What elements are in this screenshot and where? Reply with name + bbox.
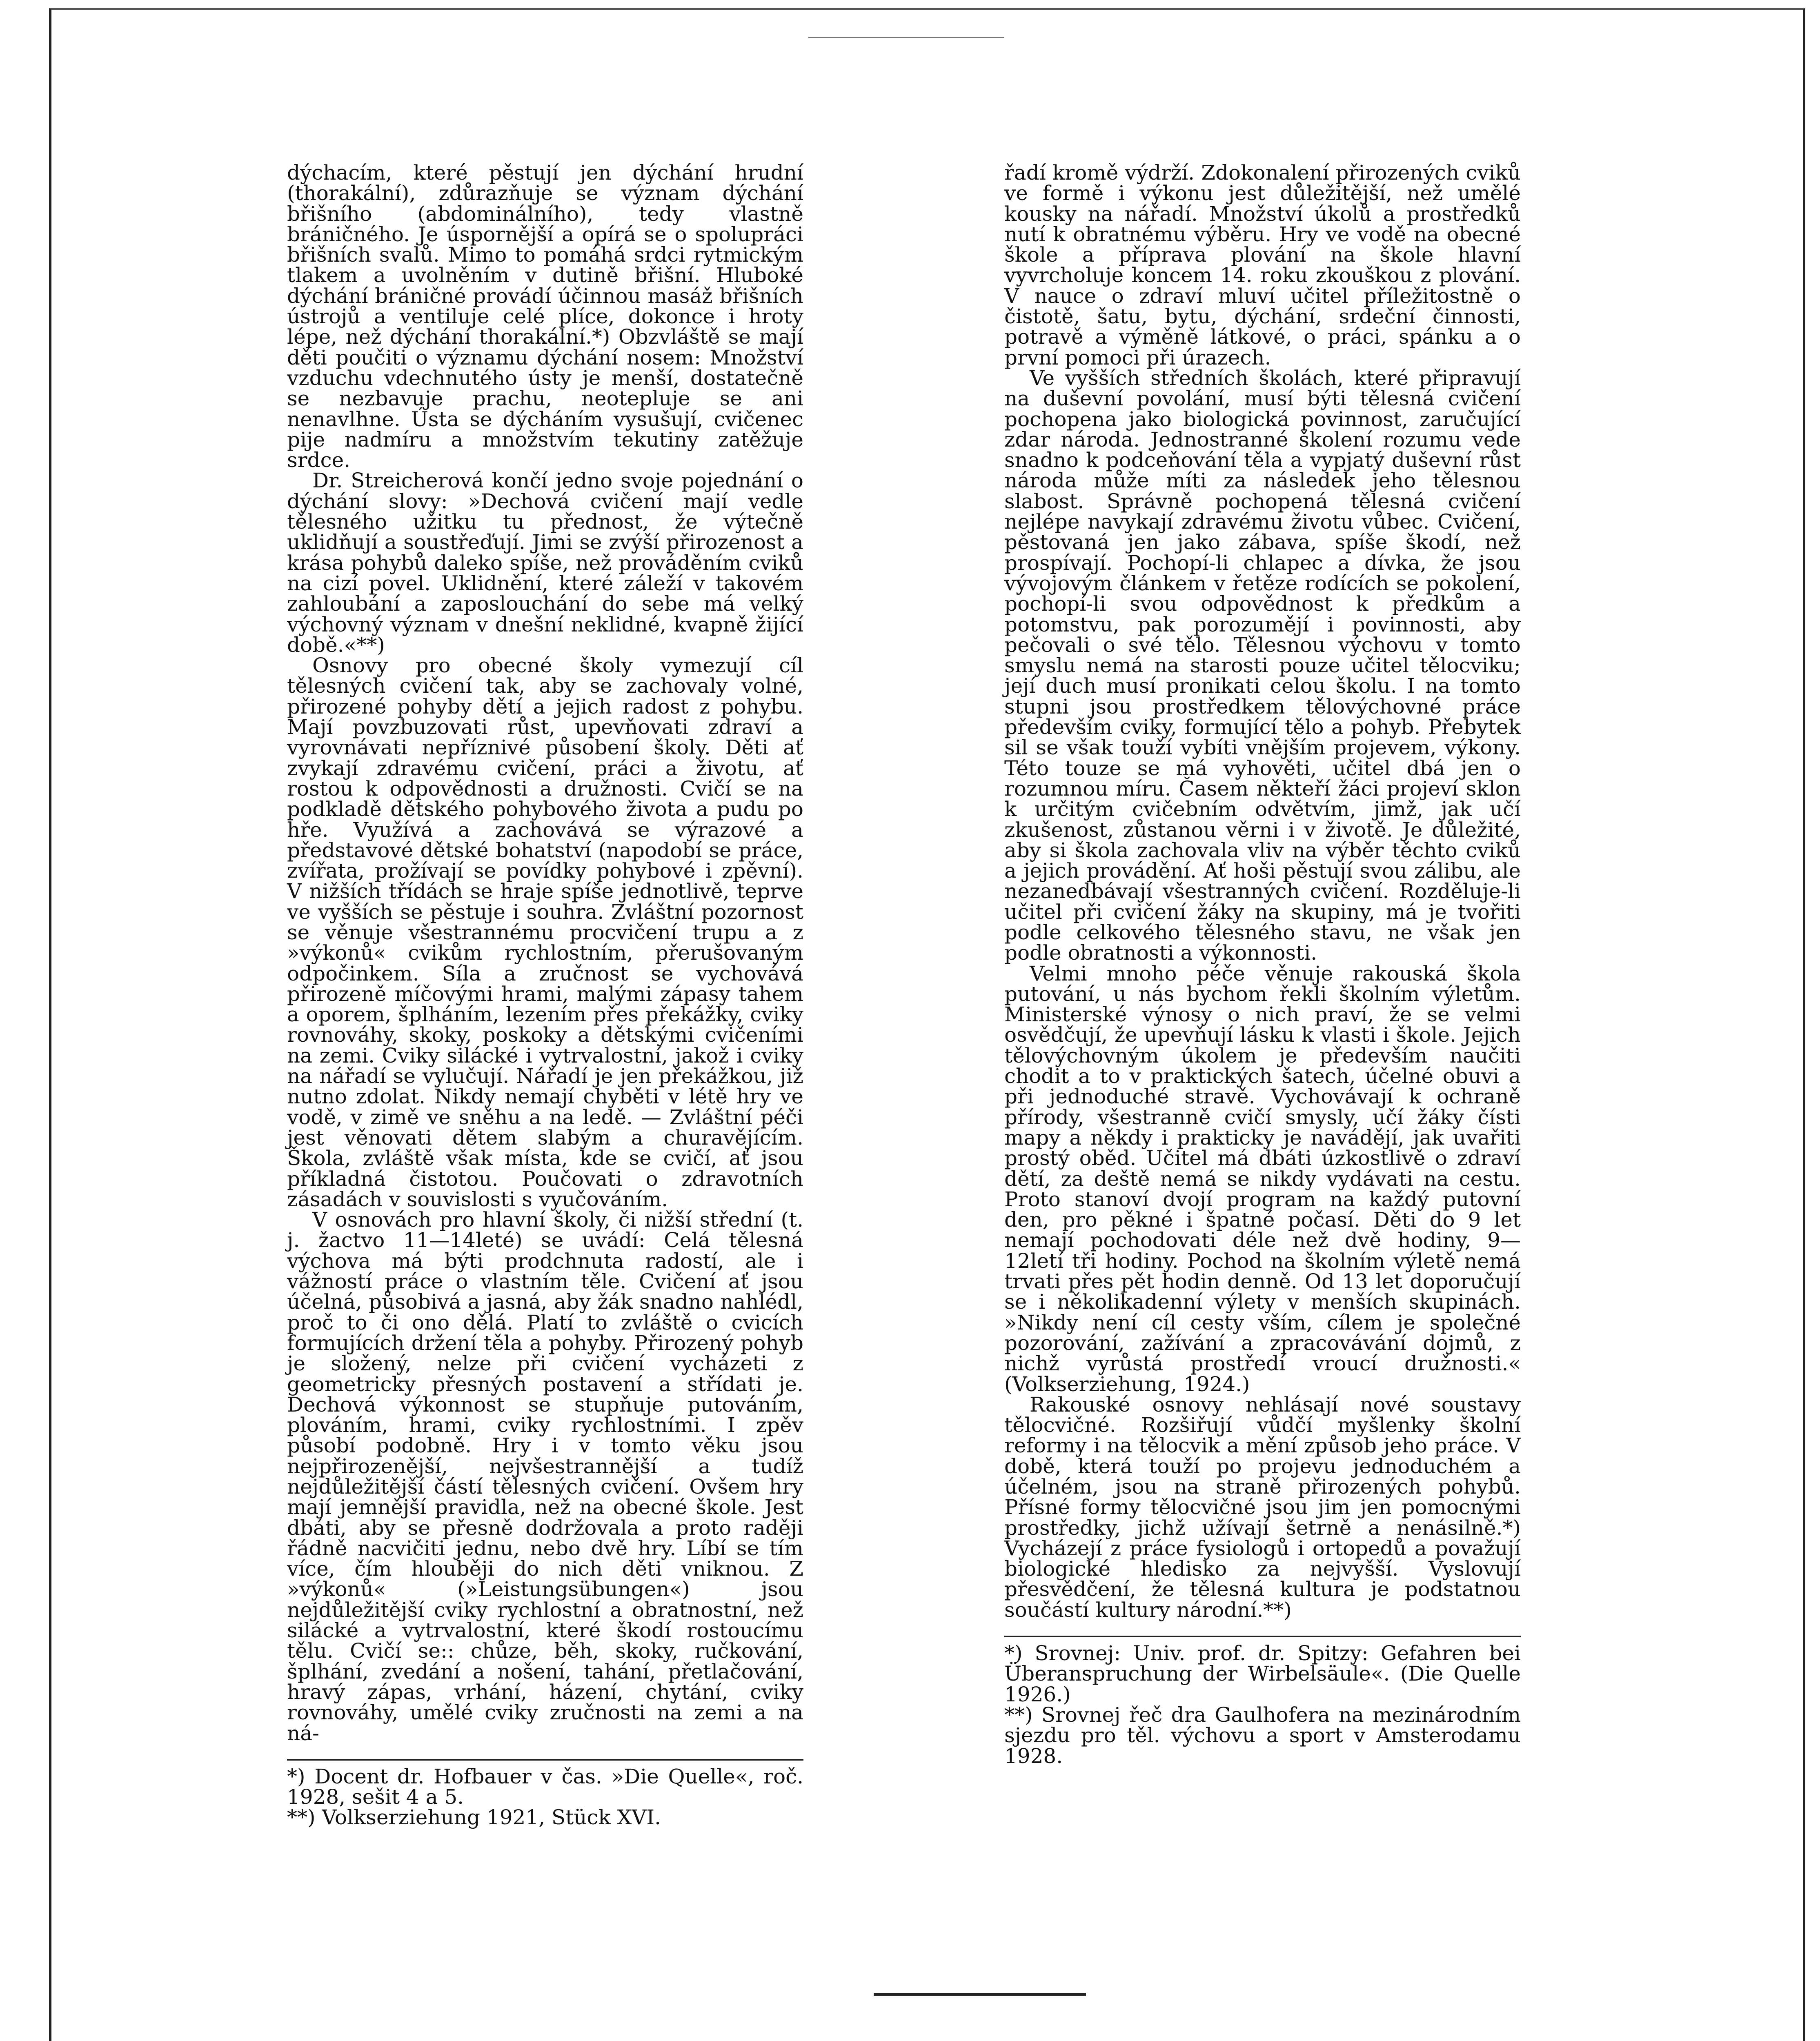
right-paragraph-3: Velmi mnoho péče věnuje rakouská škola putování, u nás bychom řekli školním výletům. Ministerské výnosy o nich praví, že se velmi osvědčují, že upevňují lásku k vlasti i škole. Jejich tělovýchovným úkolem je především naučiti chodit a to v praktických šatech, účelné obuvi a při jednoduché stravě. Vychovávají k ochraně přírody, všestranně cvičí smysly, učí žáky čísti mapy a někdy i prakticky je navádějí, jak uvařiti prostý oběd. Učitel má dbáti úzkostlivě o zdraví dětí, za deště nemá se nikdy vydávati na cestu. Proto stanoví dvojí program na každý putovní den, pro pěkné i špatné počasí. Děti do 9 let nemají pochodovati déle než dvě hodiny, 9—12letí tři hodiny. Pochod na školním výletě nemá trvati přes pět hodin denně. Od 13 let doporučují se i několikadenní výlety v menších skupinách. »Nikdy není cíl cesty vším, cílem je společné pozorování, zažívání a zpracovávání dojmů, z nichž vyrůstá prostředí vroucí družnosti.« (Volkserziehung, 1924.) xyxy=(1004,961,1521,1396)
top-scan-mark xyxy=(808,8,1004,38)
right-paragraph-2: Ve vyšších středních školách, které připravují na duševní povolání, musí býti tělesná cvičení pochopena jako biologická povinnost, zaručující zdar národa. Jednostranné školení rozumu vede snadno k podceňování těla a vypjatý duševní růst národa může míti za následek jeho tělesnou slabost. Správně pochopená tělesná cvičení nejlépe navykají zdravému životu vůbec. Cvičení, pěstovaná jen jako zábava, spíše škodí, než prospívají. Pochopí-li chlapec a dívka, že jsou vývojovým článkem v řetěze rodících se pokolení, pochopí-li svou odpovědnost k předkům a potomstvu, pak porozumějí i povinnosti, aby pečovali o své tělo. Tělesnou výchovu v tomto smyslu nemá na starosti pouze učitel tělocviku; její duch musí pronikati celou školu. I na tomto stupni jsou prostředkem tělovýchovné práce především cviky, formující tělo a pohyb. Přebytek sil se však touží vybíti vnějším projevem, výkony. Této touze se má vyhověti, učitel dbá jen o rozumnou míru. Časem někteří žáci projeví sklon k určitým cvičebním odvětvím, jimž, jak učí zkušenost, zůstanou věrni i v životě. Je důležité, aby si škola zachovala vliv na výběr těchto cviků a jejich provádění. Ať hoši pěstují svou zálibu, ale nezanedbávají všestranných cvičení. Rozděluje-li učitel při cvičení žáky na skupiny, má je tvořiti podle celkového tělesného stavu, ne však jen podle obratnosti a výkonnosti. xyxy=(1004,366,1521,965)
right-paragraph-4: Rakouské osnovy nehlásají nové soustavy tělocvičné. Rozšiřují vůdčí myšlenky školní reformy i na tělocvik a mění způsob jeho práce. V době, která touží po projevu jednoduchém a účelném, jsou na straně přirozených pohybů. Přísné formy tělocvičné jsou jim jen pomocnými prostředky, jichž užívají šetrně a nenásilně.*) Vycházejí z práce fysiologů i ortopedů a považují biologické hledisko za nejvyšší. Vyslovují přesvědčení, že tělesná kultura je podstatnou součástí kultury národní.**) xyxy=(1004,1392,1521,1622)
left-paragraph-2: Dr. Streicherová končí jedno svoje pojednání o dýchání slovy: »Dechová cvičení mají vedle tělesného užitku tu přednost, že výtečně uklidňují a soustřeďují. Jimi se zvýší přirozenost a krása pohybů daleko spíše, než prováděním cviků na cizí povel. Uklidnění, které záleží v takovém zahloubání a zaposlouchání do sebe má velký výchovný význam v dnešní neklidné, kvapně žijící době.«**) xyxy=(287,469,803,657)
left-footnote-rule xyxy=(287,1759,803,1761)
left-paragraph-4: V osnovách pro hlavní školy, či nižší střední (t. j. žactvo 11—14leté) se uvádí: Celá tělesná výchova má býti prodchnuta radostí, ale i vážností práce o vlastním těle. Cvičení ať jsou účelná, působivá a jasná, aby žák snadno nahlédl, proč to či ono dělá. Platí to zvláště o cvicích formujících držení těla a pohyby. Přirozený pohyb je složený, nelze při cvičení vycházeti z geometricky přesných postavení a střídati je. Dechová výkonnost se stupňuje putováním, plováním, hrami, cviky rychlostními. I zpěv působí podobně. Hry i v tomto věku jsou nejpřirozenější, nejvšestrannější a tudíž nejdůležitější částí tělesných cvičení. Ovšem hry mají jemnější pravidla, než na obecné škole. Jest dbáti, aby se přesně dodržovala a proto raději řádně nacvičiti jednu, nebo dvě hry. Líbí se tím více, čím hlouběji do nich děti vniknou. Z »výkonů« (»Leistungsübungen«) jsou nejdůležitější cviky rychlostní a obratnostní, než silácké a vytrvalostní, které škodí rostoucímu tělu. Cvičí se:: chůze, běh, skoky, ručkování, šplhání, zvedání a nošení, tahání, přetlačování, hravý zápas, vrhání, házení, chytání, cviky rovnováhy, umělé cviky zručnosti na zemi a na ná- xyxy=(287,1208,803,1745)
right-footnote-rule xyxy=(1004,1636,1521,1637)
left-footnote-1: *) Docent dr. Hofbauer v čas. »Die Quelle«, roč. 1928, sešit 4 a 5. xyxy=(287,1764,803,1809)
right-footnote-2: **) Srovnej řeč dra Gaulhofera na mezinárodním sjezdu pro těl. výchovu a sport v Amsterodamu 1928. xyxy=(1004,1703,1521,1768)
right-column xyxy=(1004,162,1521,1766)
left-column xyxy=(287,162,803,1828)
left-footnote-2: **) Volkserziehung 1921, Stück XVI. xyxy=(287,1805,661,1830)
left-paragraph-3: Osnovy pro obecné školy vymezují cíl tělesných cvičení tak, aby se zachovaly volné, přirozené pohyby dětí a jejich radost z pohybu. Mají povzbuzovati růst, upevňovati zdraví a vyrovnávati nepříznivé působení školy. Děti ať zvykají zdravému cvičení, práci a životu, ať rostou k odpovědnosti a družnosti. Cvičí se na podkladě dětského pohybového života a pudu po hře. Využívá a zachovává se výrazové a představové dětské bohatství (napodobí se práce, zvířata, prožívají se povídky pohybové i zpěvní). V nižších třídách se hraje spíše jednotlivě, teprve ve vyšších se pěstuje i souhra. Zvláštní pozornost se věnuje všestrannému procvičení trupu a z »výkonů« cvikům rychlostním, přerušovaným odpočinkem. Síla a zručnost se vychovává přirozeně míčovými hrami, malými zápasy tahem a oporem, šplháním, lezením přes překážky, cviky rovnováhy, skoky, poskoky a dětskými cvičeními na zemi. Cviky silácké i vytrvalostní, jakož i cviky na nářadí se vylučují. Nářadí je jen překážkou, již nutno zdolat. Nikdy nemají chyběti v létě hry ve vodě, v zimě ve sněhu a na ledě. — Zvláštní péči jest věnovati dětem slabým a churavějícím. Škola, zvláště však místa, kde se cvičí, ať jsou příkladná čistotou. Poučovati o zdravotních zásadách v souvislosti s vyučováním. xyxy=(287,654,803,1211)
section-end-rule xyxy=(874,1993,1086,1996)
left-paragraph-1: dýchacím, které pěstují jen dýchání hrudní (thorakální), zdůrazňuje se význam dýchání břišního (abdominálního), tedy vlastně bráničného. Je úspornější a opírá se o spolupráci břišních svalů. Mimo to pomáhá srdci rytmickým tlakem a uvolněním v dutině břišní. Hluboké dýchání bráničné provádí účinnou masáž břišních ústrojů a ventiluje celé plíce, dokonce i hroty lépe, než dýchání thorakální.*) Obzvláště se mají děti poučiti o významu dýchání nosem: Množství vzduchu vdechnutého ústy je menší, dostatečně se nezbavuje prachu, neotepluje se ani nenavlhne. Ústa se dýcháním vysušují, cvičenec pije nadmíru a množstvím tekutiny zatěžuje srdce. xyxy=(287,161,803,472)
right-footnote-1: *) Srovnej: Univ. prof. dr. Spitzy: Gefahren bei Überanspruchung der Wirbelsäule«. (Die Quelle 1926.) xyxy=(1004,1641,1521,1706)
right-paragraph-1: řadí kromě výdrží. Zdokonalení přirozených cviků ve formě i výkonu jest důležitější, než umělé kousky na nářadí. Množství úkolů a prostředků nutí k obratnému výběru. Hry ve vodě na obecné škole a příprava plování na škole hlavní vyvrcholuje koncem 14. roku zkouškou z plování. V nauce o zdraví mluví učitel příležitostně o čistotě, šatu, bytu, dýchání, srdeční činnosti, potravě a výměně látkové, o práci, spánku a o první pomoci při úrazech. xyxy=(1004,161,1521,369)
